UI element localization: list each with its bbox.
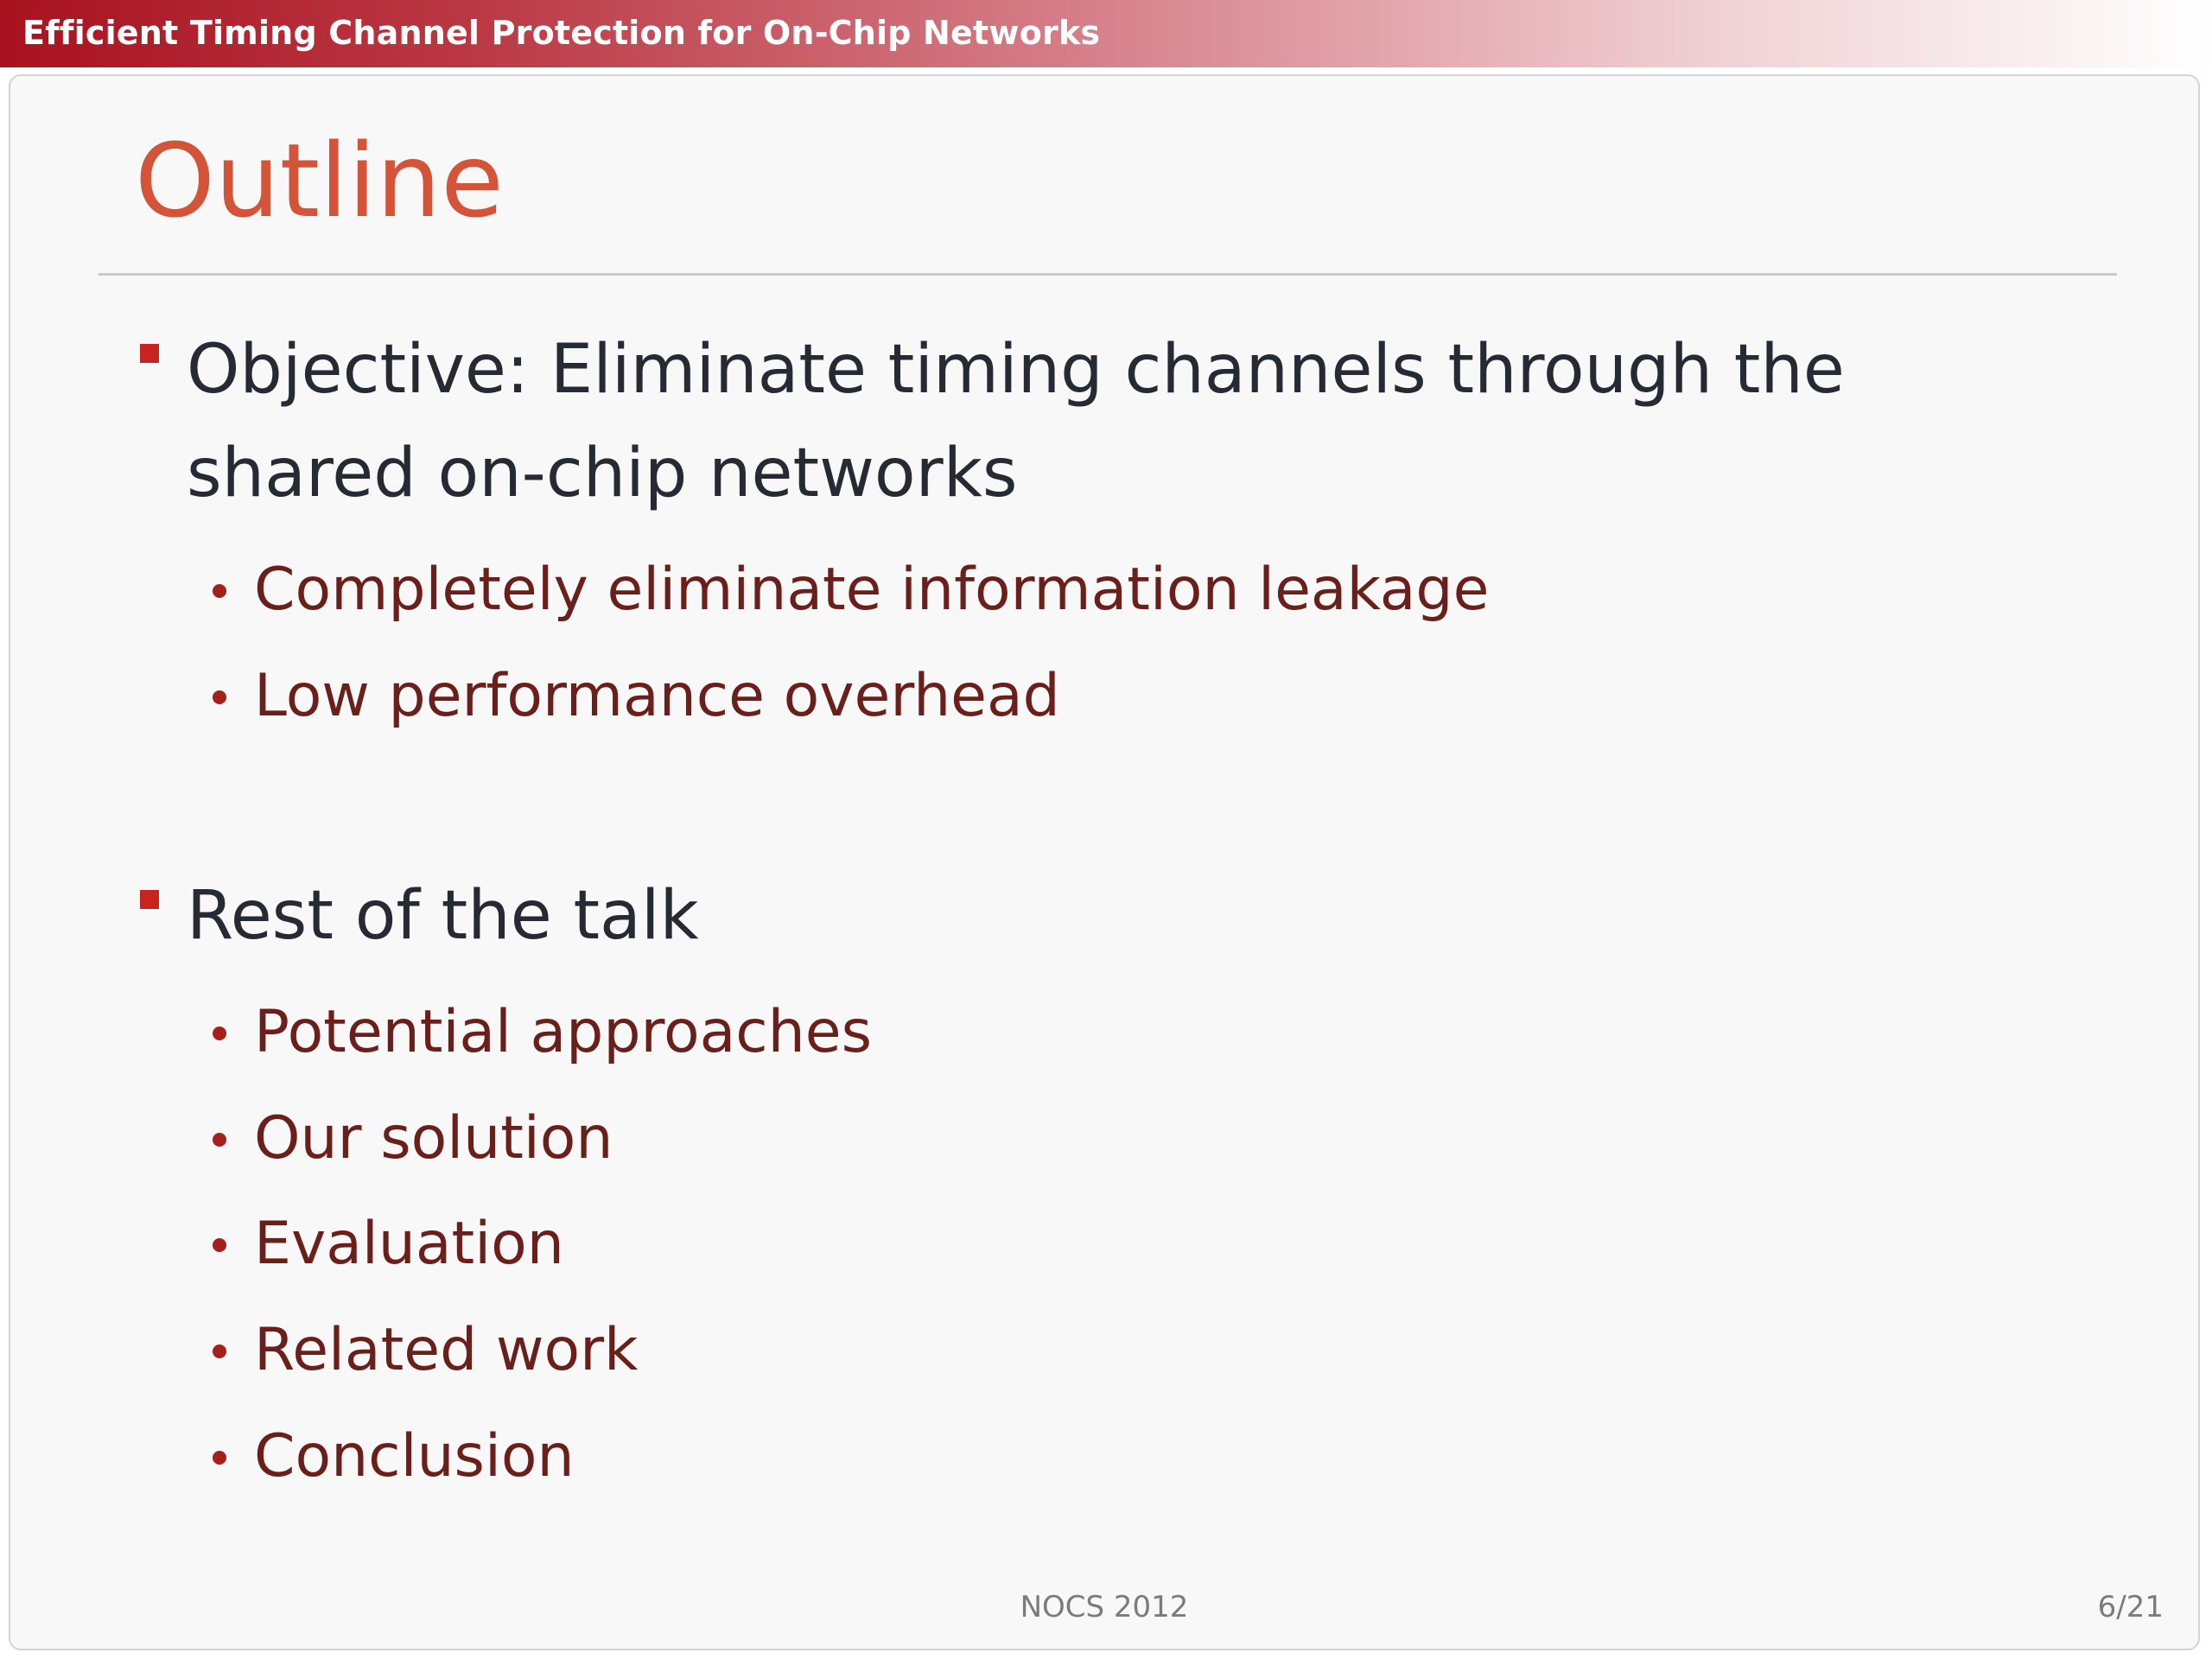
bullet-text: Rest of the talk [187, 877, 699, 955]
sub-bullet [206, 543, 2107, 638]
sub-bullet [206, 1409, 2107, 1504]
slide-panel [9, 74, 2200, 1650]
sub-bullet-text: Low performance overhead [254, 662, 1060, 730]
sub-bullet [206, 1197, 2107, 1292]
square-bullet-icon [140, 890, 159, 909]
dot-bullet-icon [213, 1027, 226, 1040]
sub-bullet [206, 1091, 2107, 1186]
presentation-title: Efficient Timing Channel Protection for On-Chip Networks [22, 14, 1101, 52]
dot-bullet-icon [213, 1238, 226, 1252]
sub-bullet-text: Related work [254, 1316, 639, 1384]
title-divider [99, 273, 2117, 276]
bullet-rest-of-talk [140, 864, 2093, 968]
dot-bullet-icon [213, 690, 226, 704]
header-bar [0, 0, 2212, 67]
page-number: 6/21 [2097, 1590, 2164, 1624]
dot-bullet-icon [213, 1344, 226, 1358]
sub-bullet-text: Evaluation [254, 1210, 564, 1278]
footer-venue: NOCS 2012 [1020, 1590, 1189, 1624]
sub-bullet [206, 1303, 2107, 1398]
dot-bullet-icon [213, 584, 226, 598]
dot-bullet-icon [213, 1133, 226, 1147]
square-bullet-icon [140, 344, 159, 363]
sub-bullet [206, 985, 2107, 1080]
sub-bullet-text: Potential approaches [254, 998, 872, 1066]
sub-bullet-text: Conclusion [254, 1422, 575, 1491]
bullet-objective [140, 318, 2093, 525]
slide-title: Outline [135, 121, 504, 240]
sub-bullet-text: Our solution [254, 1104, 613, 1173]
sub-bullet [206, 649, 2107, 744]
sub-bullet-text: Completely eliminate information leakage [254, 556, 1490, 624]
bullet-text: Objective: Eliminate timing channels through the shared on-chip networks [187, 331, 1845, 512]
dot-bullet-icon [213, 1451, 226, 1465]
